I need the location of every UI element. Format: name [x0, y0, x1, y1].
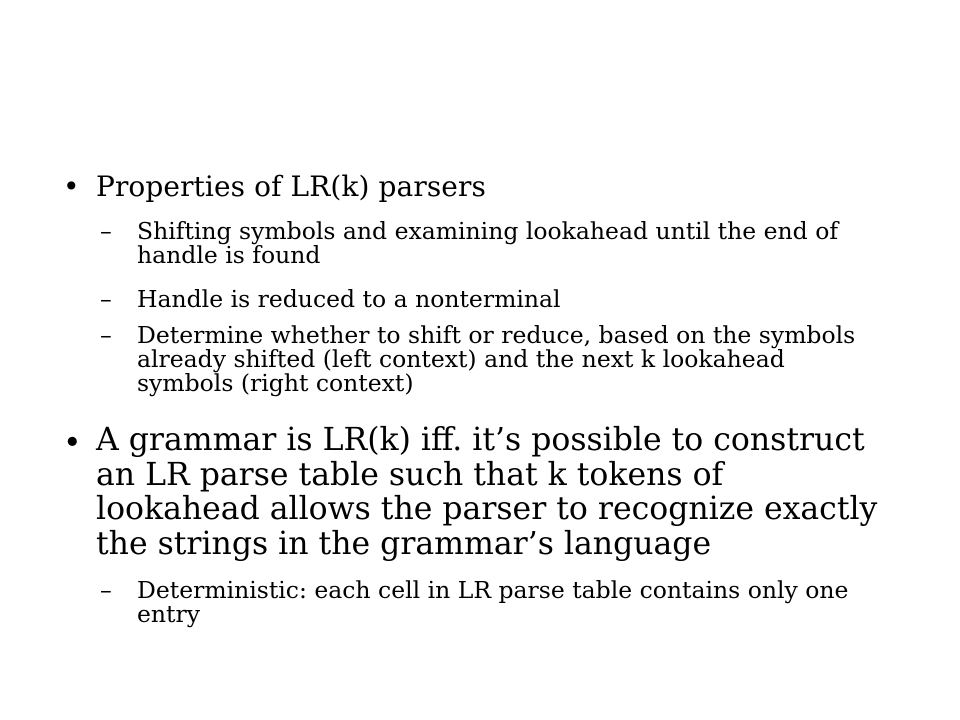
dash-marker: –	[100, 321, 112, 349]
subitem-text: Handle is reduced to a nonterminal	[137, 285, 561, 313]
subitem-text: Shifting symbols and examining lookahead until the end of handle is found	[137, 217, 839, 269]
dash-marker: –	[100, 217, 112, 245]
subitem-text: Deterministic: each cell in LR parse table contains only one entry	[137, 576, 849, 628]
bullet-marker: •	[63, 425, 82, 461]
bullet-text: Properties of LR(k) parsers	[96, 170, 486, 203]
subitem-text: Determine whether to shift or reduce, based on the symbols already shifted (left context) and the next k lookahead symbols (right context)	[137, 321, 856, 397]
bullet-text: A grammar is LR(k) iff. it’s possible to construct an LR parse table such that k tokens of lookahead allows the parser to recognize exactly the strings in the grammar’s language	[96, 422, 878, 562]
dash-marker: –	[100, 576, 112, 604]
bullet-marker: •	[63, 170, 80, 203]
dash-marker: –	[100, 285, 112, 313]
